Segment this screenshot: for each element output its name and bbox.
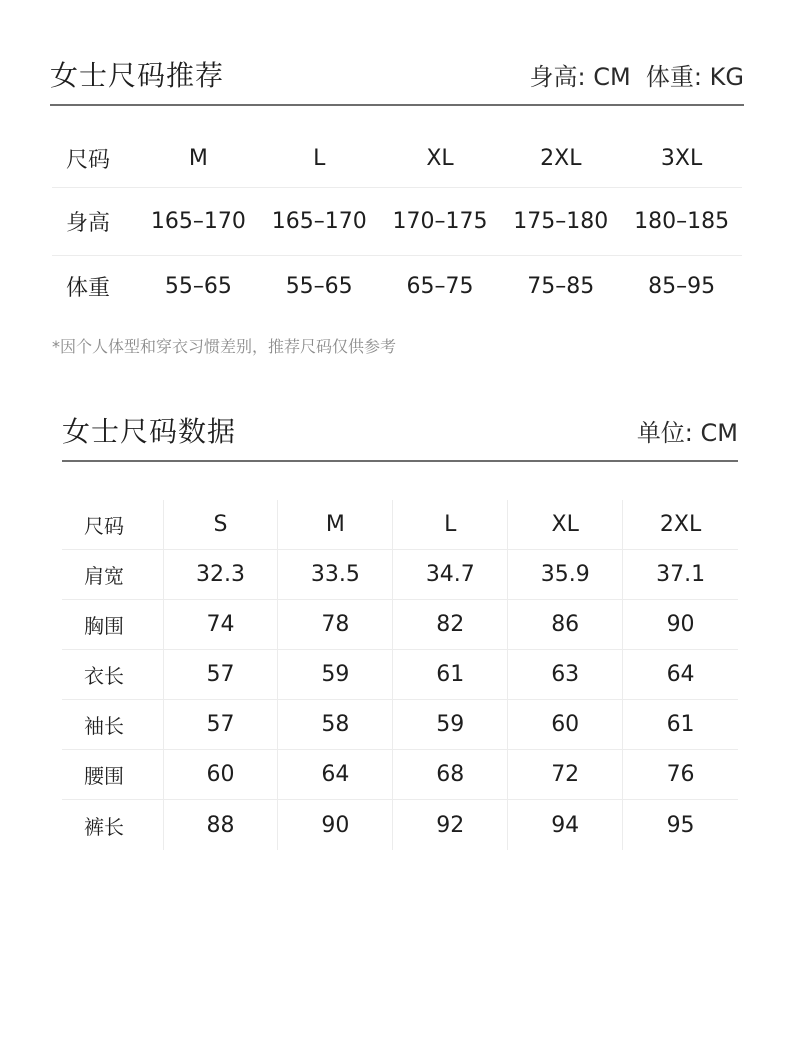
data-value: 58 <box>278 700 393 749</box>
data-value: 32.3 <box>164 550 279 599</box>
recommend-value: 165–170 <box>271 209 367 234</box>
data-size: XL <box>508 500 623 549</box>
data-row-label: 裤长 <box>62 800 164 850</box>
data-value: 59 <box>278 650 393 699</box>
data-table <box>62 500 738 850</box>
data-header <box>62 406 738 462</box>
recommend-size: M <box>188 146 208 171</box>
data-value: 74 <box>164 600 279 649</box>
recommend-value: 165–170 <box>150 209 246 234</box>
data-value: 94 <box>508 800 623 850</box>
recommend-value: 75–85 <box>527 273 595 299</box>
data-row-shoulder <box>62 550 738 600</box>
recommend-height-row <box>52 188 742 256</box>
data-value: 72 <box>508 750 623 799</box>
data-value: 76 <box>666 762 695 787</box>
data-size: S <box>164 500 279 549</box>
data-value: 57 <box>164 650 279 699</box>
data-value: 34.7 <box>393 550 508 599</box>
recommend-size-row <box>52 130 742 188</box>
recommend-value: 170–175 <box>392 209 488 234</box>
data-row-pants <box>62 800 738 850</box>
data-size: M <box>278 500 393 549</box>
data-value: 60 <box>164 750 279 799</box>
recommend-size: XL <box>426 146 454 171</box>
data-value: 78 <box>278 600 393 649</box>
recommend-weight-row <box>52 256 742 316</box>
data-row-chest <box>62 600 738 650</box>
data-value: 37.1 <box>656 562 706 587</box>
recommend-size: 2XL <box>540 146 582 171</box>
data-value: 33.5 <box>278 550 393 599</box>
data-value: 92 <box>393 800 508 850</box>
recommend-value: 55–65 <box>285 273 353 299</box>
data-value: 57 <box>164 700 279 749</box>
data-row-label: 腰围 <box>62 750 164 799</box>
recommend-row-label: 身高 <box>66 211 111 236</box>
recommend-table <box>52 130 742 316</box>
data-row-label: 袖长 <box>62 700 164 749</box>
data-value: 64 <box>278 750 393 799</box>
data-row-length <box>62 650 738 700</box>
data-value: 88 <box>164 800 279 850</box>
data-title: 女士尺码数据 <box>62 415 237 448</box>
data-row-waist <box>62 750 738 800</box>
data-value: 68 <box>393 750 508 799</box>
data-value: 86 <box>508 600 623 649</box>
data-value: 64 <box>666 662 695 687</box>
recommend-value: 180–185 <box>634 209 730 234</box>
data-value: 59 <box>393 700 508 749</box>
data-size: 2XL <box>659 512 702 537</box>
recommend-value: 175–180 <box>513 209 609 234</box>
recommend-header-label: 尺码 <box>66 148 111 173</box>
data-value: 90 <box>666 612 695 637</box>
recommend-header <box>50 50 744 106</box>
recommend-row-label: 体重 <box>66 275 111 301</box>
recommend-value: 55–65 <box>164 273 232 299</box>
data-value: 63 <box>508 650 623 699</box>
recommend-size: L <box>313 146 326 171</box>
recommend-unit: 身高: CM 体重: KG <box>529 62 744 91</box>
data-size-row <box>62 500 738 550</box>
data-value: 35.9 <box>508 550 623 599</box>
data-value: 90 <box>278 800 393 850</box>
recommend-note: *因个人体型和穿衣习惯差别，推荐尺码仅供参考 <box>52 337 397 356</box>
recommend-value: 85–95 <box>648 273 716 299</box>
data-row-label: 胸围 <box>62 600 164 649</box>
data-value: 61 <box>393 650 508 699</box>
data-row-sleeve <box>62 700 738 750</box>
data-unit: 单位: CM <box>636 418 738 447</box>
recommend-size: 3XL <box>660 146 703 171</box>
data-row-label: 肩宽 <box>62 550 164 599</box>
recommend-value: 65–75 <box>406 273 474 299</box>
data-header-label: 尺码 <box>62 500 164 549</box>
data-value: 95 <box>666 812 695 838</box>
data-value: 82 <box>393 600 508 649</box>
data-row-label: 衣长 <box>62 650 164 699</box>
data-size: L <box>393 500 508 549</box>
recommend-title: 女士尺码推荐 <box>50 59 225 92</box>
data-value: 60 <box>508 700 623 749</box>
data-value: 61 <box>666 712 695 737</box>
